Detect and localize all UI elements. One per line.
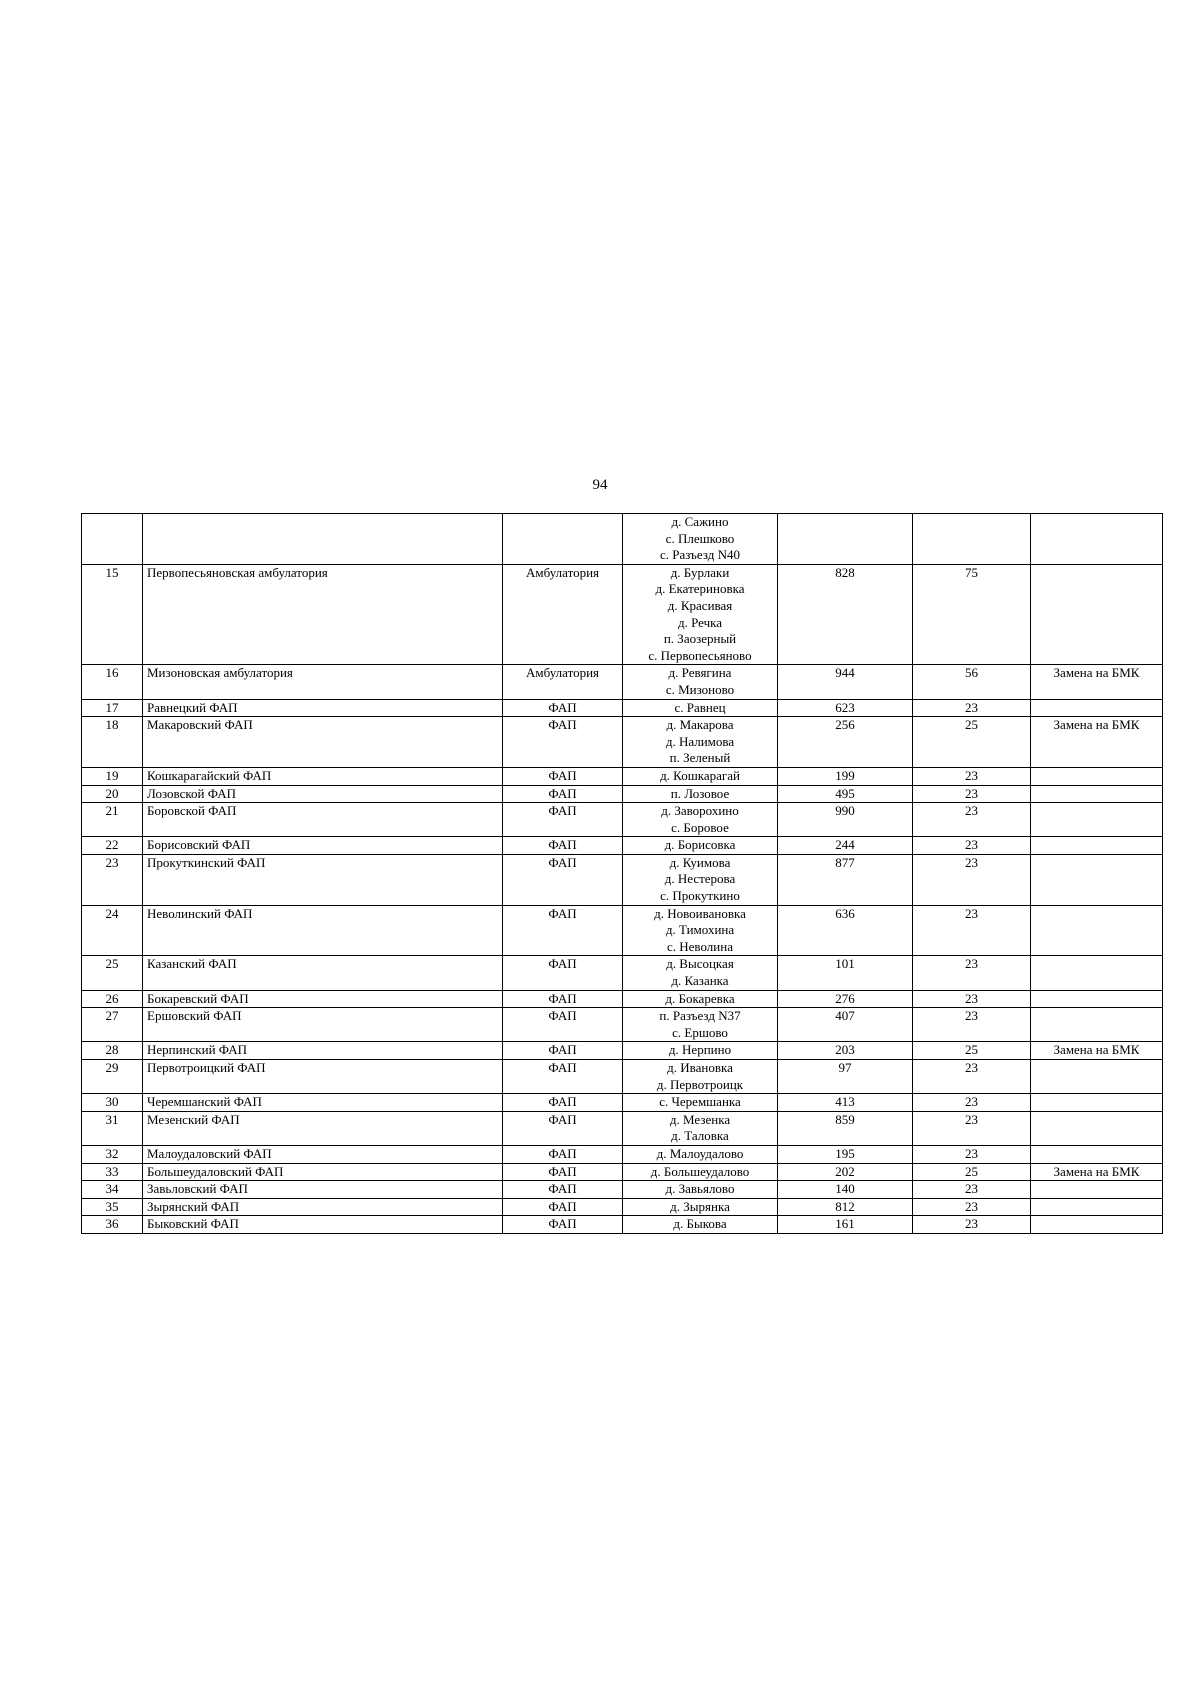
facility-name: Борисовский ФАП (143, 837, 503, 855)
settlement-name: д. Кошкарагай (660, 767, 740, 783)
table-row (82, 837, 1163, 855)
note-text (1031, 785, 1163, 803)
population-value: 161 (778, 1216, 913, 1234)
table-row (82, 1042, 1163, 1060)
table-row (82, 1094, 1163, 1112)
note-text (1031, 905, 1163, 956)
settlements-list (623, 1008, 778, 1042)
population-value: 195 (778, 1145, 913, 1163)
settlements-list (623, 1181, 778, 1199)
row-number: 27 (82, 1008, 143, 1042)
table-row (82, 1163, 1163, 1181)
facility-name: Боровской ФАП (143, 803, 503, 837)
facility-type: ФАП (503, 854, 623, 905)
settlements-list (623, 514, 778, 565)
settlement-name: д. Большеудалово (650, 1163, 750, 1179)
settlement-name: д. Высоцкая (666, 956, 734, 972)
table-row (82, 699, 1163, 717)
table-body (82, 514, 1163, 1234)
settlement-name: д. Речка (677, 614, 723, 630)
row-number: 19 (82, 767, 143, 785)
table-row (82, 514, 1163, 565)
population-value: 944 (778, 665, 913, 699)
area-value: 23 (913, 1094, 1031, 1112)
settlement-name: д. Первотроицк (656, 1076, 744, 1092)
facility-type: ФАП (503, 1145, 623, 1163)
note-text (1031, 1008, 1163, 1042)
settlement-name: д. Налимова (665, 733, 735, 749)
settlements-list (623, 1145, 778, 1163)
settlement-name: д. Бокаревка (665, 990, 735, 1006)
facility-type: ФАП (503, 1181, 623, 1199)
note-text: Замена на БМК (1031, 1163, 1163, 1181)
facility-type: ФАП (503, 1042, 623, 1060)
population-value: 407 (778, 1008, 913, 1042)
settlement-name: д. Завьялово (665, 1181, 735, 1197)
facility-name: Кошкарагайский ФАП (143, 767, 503, 785)
facility-type: ФАП (503, 699, 623, 717)
note-text (1031, 803, 1163, 837)
settlements-list (623, 956, 778, 990)
row-number: 30 (82, 1094, 143, 1112)
settlements-list (623, 1216, 778, 1234)
table-row (82, 717, 1163, 768)
facility-type: ФАП (503, 1094, 623, 1112)
settlement-name: д. Тимохина (665, 922, 735, 938)
settlement-name: д. Заворохино (661, 803, 739, 819)
facility-type: ФАП (503, 767, 623, 785)
row-number (82, 514, 143, 565)
population-value: 97 (778, 1060, 913, 1094)
note-text (1031, 564, 1163, 665)
row-number: 18 (82, 717, 143, 768)
facility-name: Прокуткинский ФАП (143, 854, 503, 905)
population-value: 636 (778, 905, 913, 956)
table-row (82, 767, 1163, 785)
facility-name: Казанский ФАП (143, 956, 503, 990)
note-text (1031, 699, 1163, 717)
settlements-list (623, 1094, 778, 1112)
row-number: 33 (82, 1163, 143, 1181)
population-value: 828 (778, 564, 913, 665)
note-text (1031, 1094, 1163, 1112)
settlements-list (623, 905, 778, 956)
table-row (82, 905, 1163, 956)
settlement-name: д. Екатериновка (655, 581, 745, 597)
table-row (82, 1181, 1163, 1199)
facility-type: Амбулатория (503, 665, 623, 699)
area-value: 23 (913, 699, 1031, 717)
settlements-list (623, 665, 778, 699)
settlement-name: с. Черемшанка (659, 1094, 741, 1110)
facility-type: ФАП (503, 837, 623, 855)
settlement-name: д. Новоивановка (654, 905, 746, 921)
table-row (82, 956, 1163, 990)
facility-type: ФАП (503, 1111, 623, 1145)
note-text: Замена на БМК (1031, 665, 1163, 699)
settlements-list (623, 1163, 778, 1181)
population-value (778, 514, 913, 565)
population-value: 199 (778, 767, 913, 785)
settlements-list (623, 803, 778, 837)
population-value: 256 (778, 717, 913, 768)
row-number: 36 (82, 1216, 143, 1234)
settlements-list (623, 837, 778, 855)
area-value: 23 (913, 956, 1031, 990)
area-value: 23 (913, 1111, 1031, 1145)
settlement-name: с. Мизоново (665, 681, 735, 697)
settlement-name: д. Бурлаки (670, 564, 730, 580)
facility-name (143, 514, 503, 565)
settlements-list (623, 990, 778, 1008)
area-value: 23 (913, 1198, 1031, 1216)
settlement-name: д. Борисовка (664, 837, 736, 853)
settlements-list (623, 1198, 778, 1216)
facility-type: ФАП (503, 1216, 623, 1234)
row-number: 17 (82, 699, 143, 717)
note-text (1031, 990, 1163, 1008)
area-value: 23 (913, 905, 1031, 956)
area-value: 23 (913, 803, 1031, 837)
area-value: 25 (913, 1042, 1031, 1060)
note-text (1031, 514, 1163, 565)
settlements-list (623, 854, 778, 905)
area-value: 23 (913, 785, 1031, 803)
facility-type (503, 514, 623, 565)
population-value: 244 (778, 837, 913, 855)
settlement-name: д. Ивановка (667, 1060, 733, 1075)
facility-type: ФАП (503, 1198, 623, 1216)
row-number: 34 (82, 1181, 143, 1199)
row-number: 22 (82, 837, 143, 855)
settlement-name: с. Разъезд N40 (660, 547, 740, 563)
facility-name: Малоудаловский ФАП (143, 1145, 503, 1163)
row-number: 29 (82, 1060, 143, 1094)
facility-name: Лозовской ФАП (143, 785, 503, 803)
settlement-name: с. Прокуткино (660, 888, 740, 904)
facility-type: ФАП (503, 785, 623, 803)
facilities-table (81, 513, 1163, 1234)
row-number: 23 (82, 854, 143, 905)
settlements-list (623, 699, 778, 717)
settlement-name: с. Первопесьяново (648, 647, 752, 663)
settlement-name: д. Нерпино (668, 1042, 732, 1058)
population-value: 990 (778, 803, 913, 837)
note-text: Замена на БМК (1031, 717, 1163, 768)
table-row (82, 1216, 1163, 1234)
facility-type: ФАП (503, 803, 623, 837)
population-value: 413 (778, 1094, 913, 1112)
facility-type: ФАП (503, 1060, 623, 1094)
table-row (82, 1145, 1163, 1163)
settlement-name: с. Плешково (665, 530, 735, 546)
area-value: 23 (913, 854, 1031, 905)
population-value: 202 (778, 1163, 913, 1181)
settlement-name: д. Сажино (671, 514, 729, 529)
settlements-list (623, 767, 778, 785)
settlement-name: п. Зеленый (669, 750, 731, 766)
row-number: 21 (82, 803, 143, 837)
settlement-name: п. Лозовое (670, 785, 730, 801)
settlement-name: д. Таловка (671, 1128, 729, 1144)
facility-name: Бокаревский ФАП (143, 990, 503, 1008)
table-row (82, 785, 1163, 803)
page-number: 94 (592, 477, 608, 493)
population-value: 877 (778, 854, 913, 905)
table-row (82, 665, 1163, 699)
area-value: 23 (913, 990, 1031, 1008)
population-value: 140 (778, 1181, 913, 1199)
area-value (913, 514, 1031, 565)
note-text (1031, 767, 1163, 785)
row-number: 26 (82, 990, 143, 1008)
facility-name: Мизоновская амбулатория (143, 665, 503, 699)
facility-name: Черемшанский ФАП (143, 1094, 503, 1112)
settlement-name: с. Ершово (672, 1024, 728, 1040)
area-value: 56 (913, 665, 1031, 699)
note-text: Замена на БМК (1031, 1042, 1163, 1060)
note-text (1031, 1145, 1163, 1163)
facility-type: Амбулатория (503, 564, 623, 665)
note-text (1031, 1060, 1163, 1094)
settlement-name: д. Мезенка (669, 1111, 731, 1127)
settlement-name: д. Казанка (671, 973, 729, 989)
settlements-list (623, 1111, 778, 1145)
row-number: 32 (82, 1145, 143, 1163)
note-text (1031, 1111, 1163, 1145)
settlement-name: д. Малоудалово (656, 1145, 744, 1161)
row-number: 31 (82, 1111, 143, 1145)
note-text (1031, 1216, 1163, 1234)
area-value: 25 (913, 1163, 1031, 1181)
settlement-name: д. Ревягина (668, 665, 732, 681)
population-value: 859 (778, 1111, 913, 1145)
area-value: 25 (913, 717, 1031, 768)
facility-name: Макаровский ФАП (143, 717, 503, 768)
facility-name: Большеудаловский ФАП (143, 1163, 503, 1181)
area-value: 23 (913, 1008, 1031, 1042)
area-value: 75 (913, 564, 1031, 665)
settlement-name: д. Нестерова (664, 871, 736, 887)
facility-name: Первотроицкий ФАП (143, 1060, 503, 1094)
facility-name: Нерпинский ФАП (143, 1042, 503, 1060)
facility-name: Мезенский ФАП (143, 1111, 503, 1145)
facility-type: ФАП (503, 1008, 623, 1042)
settlement-name: с. Боровое (671, 819, 729, 835)
population-value: 623 (778, 699, 913, 717)
facility-type: ФАП (503, 990, 623, 1008)
note-text (1031, 1198, 1163, 1216)
facility-name: Ершовский ФАП (143, 1008, 503, 1042)
row-number: 20 (82, 785, 143, 803)
table-row (82, 1008, 1163, 1042)
settlement-name: п. Разъезд N37 (659, 1008, 741, 1024)
population-value: 203 (778, 1042, 913, 1060)
note-text (1031, 854, 1163, 905)
table-row (82, 1060, 1163, 1094)
area-value: 23 (913, 1216, 1031, 1234)
population-value: 812 (778, 1198, 913, 1216)
facility-name: Завьловский ФАП (143, 1181, 503, 1199)
table-row (82, 990, 1163, 1008)
settlements-list (623, 1060, 778, 1094)
facility-name: Равнецкий ФАП (143, 699, 503, 717)
settlement-name: д. Макарова (666, 717, 734, 733)
note-text (1031, 837, 1163, 855)
row-number: 16 (82, 665, 143, 699)
row-number: 28 (82, 1042, 143, 1060)
table-row (82, 854, 1163, 905)
settlement-name: с. Равнец (674, 699, 726, 715)
settlements-list (623, 1042, 778, 1060)
facility-type: ФАП (503, 956, 623, 990)
table-row (82, 1198, 1163, 1216)
area-value: 23 (913, 837, 1031, 855)
settlement-name: д. Зырянка (670, 1198, 730, 1214)
note-text (1031, 1181, 1163, 1199)
row-number: 35 (82, 1198, 143, 1216)
facility-type: ФАП (503, 717, 623, 768)
row-number: 15 (82, 564, 143, 665)
table-row (82, 803, 1163, 837)
row-number: 24 (82, 905, 143, 956)
settlements-list (623, 564, 778, 665)
table-row (82, 564, 1163, 665)
note-text (1031, 956, 1163, 990)
row-number: 25 (82, 956, 143, 990)
table-row (82, 1111, 1163, 1145)
settlement-name: п. Заозерный (663, 631, 737, 647)
population-value: 276 (778, 990, 913, 1008)
settlement-name: с. Неволина (667, 938, 733, 954)
settlement-name: д. Быкова (673, 1216, 727, 1232)
population-value: 495 (778, 785, 913, 803)
area-value: 23 (913, 1060, 1031, 1094)
area-value: 23 (913, 1145, 1031, 1163)
facility-type: ФАП (503, 905, 623, 956)
facility-name: Зырянский ФАП (143, 1198, 503, 1216)
settlement-name: д. Красивая (667, 597, 733, 613)
population-value: 101 (778, 956, 913, 990)
facility-name: Быковский ФАП (143, 1216, 503, 1234)
settlements-list (623, 785, 778, 803)
facility-name: Неволинский ФАП (143, 905, 503, 956)
settlement-name: д. Куимова (669, 854, 731, 870)
facility-name: Первопесьяновская амбулатория (143, 564, 503, 665)
area-value: 23 (913, 767, 1031, 785)
area-value: 23 (913, 1181, 1031, 1199)
facility-type: ФАП (503, 1163, 623, 1181)
settlements-list (623, 717, 778, 768)
